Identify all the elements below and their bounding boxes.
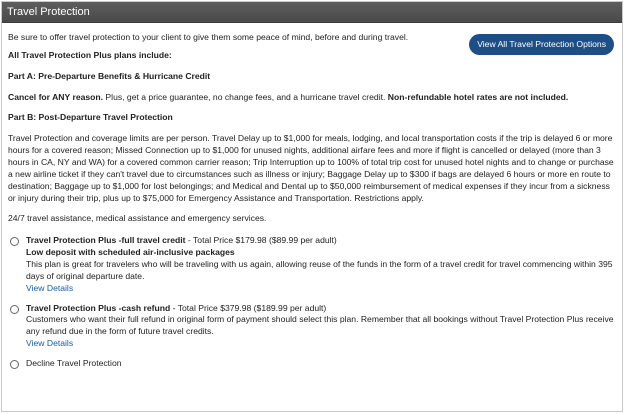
plan-title: Travel Protection Plus -cash refund <box>26 302 171 313</box>
view-details-link-cash-refund[interactable]: View Details <box>26 338 74 349</box>
intro-text: Be sure to offer travel protection to your client to give them some peace of mind, before and during travel. <box>8 32 409 42</box>
cancel-text: Plus, get a price guarantee, no change fees, and a hurricane travel credit. <box>103 91 388 102</box>
plan-price: - Total Price $179.98 ($89.99 per adult) <box>185 235 337 246</box>
plan-price: - Total Price $379.98 ($189.99 per adult) <box>170 302 327 313</box>
cancel-any-reason: Cancel for ANY reason. <box>8 91 104 102</box>
view-all-options-button[interactable]: View All Travel Protection Options <box>469 34 614 55</box>
plan-option-full-credit[interactable] <box>8 235 616 294</box>
panel-title: Travel Protection <box>7 6 90 18</box>
panel-header <box>2 2 622 23</box>
view-details-link-full-credit[interactable]: View Details <box>26 282 74 293</box>
plan-option-decline[interactable] <box>8 358 616 370</box>
part-b-heading: Part B: Post-Departure Travel Protection <box>8 112 173 123</box>
plan-title: Decline Travel Protection <box>26 358 122 369</box>
plan-description: This plan is great for travelers who will be traveling with us again, allowing reuse of the funds in the form of a travel credit for travel commencing within 395 days of original departure date. <box>26 259 613 281</box>
radio-decline[interactable] <box>10 360 19 369</box>
plan-title: Travel Protection Plus -full travel credit <box>26 235 186 246</box>
part-b-text: Travel Protection and coverage limits are per person. Travel Delay up to $1,000 for meals, lodging, and local transportation costs if the trip is delayed 6 or more hours for a covered reason; Missed Connection up to $1,000 for unused nights, additional airfare fees and more if flight is cancelled or delayed (more than 3 hours in CA, NY and WA) for a covered common carrier reason; Trip Interruption up to 100% of total trip cost for unused hotel nights and to change or purchase a new airline ticket if they can't travel due to circumstances such as illness or injury; Baggage Delay up to $300 if bags are delayed 6 hours or more en route to destination; Baggage up to $1,000 for lost belongings; and Medical and Dental up to $50,000 reimbursement of medical expenses if they incur from a sickness or injury during their trip, plus up to $75,000 for Emergency Assistance and Transportation. Restrictions apply. <box>8 133 614 203</box>
panel-content <box>2 23 622 370</box>
plan-description: Customers who want their full refund in original form of payment should select this plan. Remember that all bookings without Travel Protection Plus receive any refund due in the form of future travel credits. <box>26 314 614 337</box>
plan-option-cash-refund[interactable] <box>8 303 616 350</box>
part-a-text <box>8 92 616 104</box>
assistance-text: 24/7 travel assistance, medical assistance and emergency services. <box>8 213 267 224</box>
plan-subtitle: Low deposit with scheduled air-inclusive packages <box>26 247 235 258</box>
non-refundable-note: Non-refundable hotel rates are not included. <box>387 91 569 102</box>
radio-cash-refund[interactable] <box>10 305 19 314</box>
travel-protection-panel <box>1 1 623 412</box>
radio-full-credit[interactable] <box>10 237 19 246</box>
all-plans-heading: All Travel Protection Plus plans include: <box>8 49 172 60</box>
part-a-heading: Part A: Pre-Departure Benefits & Hurricane Credit <box>8 70 211 81</box>
